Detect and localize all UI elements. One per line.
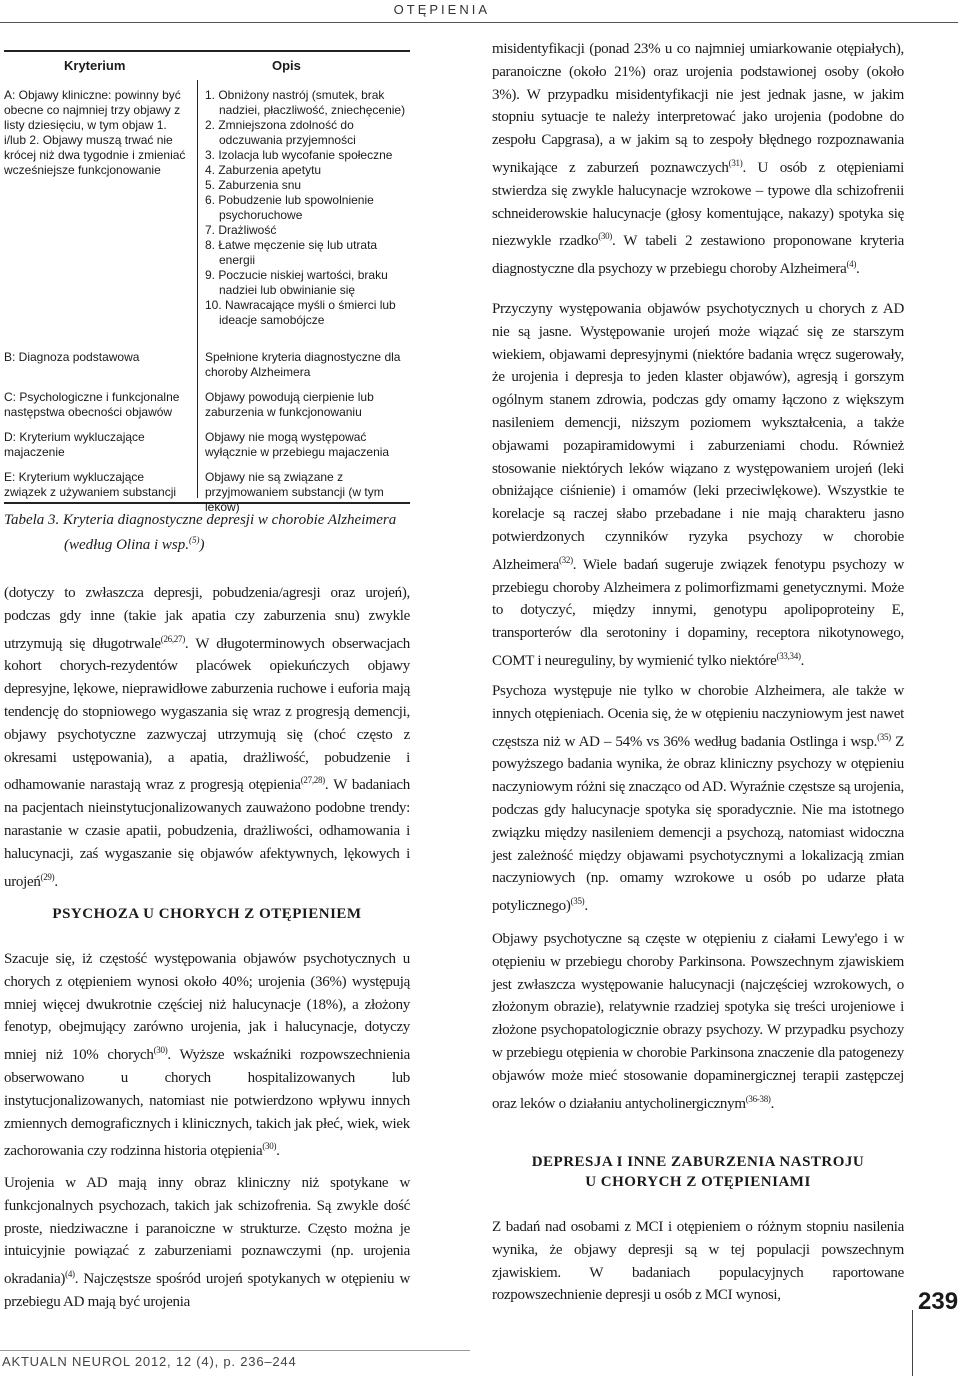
left-paragraph-2 (4, 948, 410, 1163)
section-heading-psychosis: PSYCHOZA U CHORYCH Z OTĘPIENIEM (52, 906, 362, 922)
text-run: . W tabeli 2 zestawiono proponowane kryteria diagnostyczne dla psychozy w przebiegu choroby Alzheimera (492, 233, 905, 278)
text-run: (dotyczy to zwłaszcza depresji, pobudzenia/agresji oraz urojeń), podczas gdy inne (takie jak apatia czy zaburzenia snu) zwykle utrzymują się długotrwale (4, 585, 410, 652)
row-a-item: 6. Pobudzenie lub spowolnienie psychoruchowe (205, 193, 374, 222)
row-a-item: 5. Zaburzenia snu (205, 178, 302, 192)
row-a-item: 3. Izolacja lub wycofanie społeczne (205, 148, 393, 162)
citation-ref: (35) (877, 731, 891, 742)
caption-end: ) (199, 537, 205, 553)
citation-ref: (27,28) (300, 775, 325, 786)
right-paragraph-4 (492, 928, 904, 1115)
row-a-label: A: Objawy kliniczne: powinny być obecne co najmniej trzy objawy z listy dziesięciu, w tym objaw 1. i/lub 2. Objawy muszą trwać nie krócej niż dwa tygodnie i zmieniać wcześniejsze funkcjonowanie (4, 88, 186, 177)
text-run: . Wiele badań sugeruje związek fenotypu psychozy w przebiegu choroby Alzheimera z polimorfizmami genetycznymi. Może to dotyczyć, między innymi, genotypu apolipoproteiny E, transporterów dla serotoniny i dopaminy, receptora nikotynowego, COMT i neureguliny, by wymienić tylko niektóre (492, 556, 904, 669)
row-b-label: B: Diagnoza podstawowa (4, 350, 140, 364)
row-a-item: 10. Nawracające myśli o śmierci lub ideacje samobójcze (205, 298, 396, 327)
text-run: . (856, 261, 860, 278)
caption-ref: (5) (189, 535, 200, 545)
citation-ref: (35) (570, 896, 585, 907)
row-e-label: E: Kryterium wykluczające związek z używaniem substancji (4, 470, 177, 499)
text-run: . Najczęstsze spośród urojeń spotykanych w otępieniu w przebiegu AD mają być urojenia (4, 1271, 410, 1310)
page-number-rule (912, 1310, 913, 1376)
citation-ref: (36-38) (745, 1093, 771, 1104)
caption-text: (według Olina i wsp. (64, 537, 190, 553)
row-e-desc: Objawy nie są związane z przyjmowaniem substancji (w tym leków) (205, 470, 384, 514)
right-paragraph-1 (492, 38, 904, 281)
text-run: Z powyższego badania wynika, że obraz kliniczny psychozy w otępieniu naczyniowym różni się znacząco od AD. Wyraźnie częstsze są urojenia, podczas gdy halucynacje spotyka się sporadycznie. Nie ma istotnego związku między nasileniem demencji a psychozą, natomiast widoczna jest zależność między objawami psychotycznymi a lokalizacją zmian naczyniowych (np. omamy wzrokowe u osób po udarze płata potylicznego) (492, 733, 904, 915)
left-paragraph-3 (4, 1172, 410, 1314)
citation-ref: (4) (65, 1269, 75, 1280)
journal-section-header: OTĘPIENIA (393, 2, 490, 17)
row-a-item: 2. Zmniejszona zdolność do odczuwania przyjemności (205, 118, 356, 147)
text-run: misidentyfikacji (ponad 23% u co najmniej umiarkowanie otępiałych), paranoiczne (około 21%) oraz urojenia podstawionej osoby (około 3%). W przypadku misidentyfikacji nie jest jednak jasne, w jakim stopniu sytuacje te należy interpretować jako urojenia (podobne do zespołu Capgrasa), a w jakim są to zespoły błędnego rozpoznawania wynikające z zaburzeń poznawczych (492, 41, 904, 176)
text-run: Przyczyny występowania objawów psychotycznych u chorych z AD nie są jasne. Występowanie urojeń może wiązać się ze starszym wiekiem, objawami depresyjnymi (niektóre badania wręcz sugerowały, że urojenia i depresja to jeden klaster objawów), agresją i gorszym ogólnym stanem zdrowia, podczas gdy omamy łączono z większym nasileniem demencji, niższym poziomem wykształcenia, a także objawami pozapiramidowymi i zaburzeniami chodu. Również stosowanie niektórych leków wiązano z występowaniem urojeń (leki obniżające ciśnienie) i omamów (leki przeciwlękowe). Wszystkie te korelacje są raczej słabo przebadane i nie mają charakteru jasno potwierdzonych czynników ryzyka psychozy w chorobie Alzheimera (492, 301, 904, 573)
right-paragraph-5: Z badań nad osobami z MCI i otępieniem o różnym stopniu nasilenia wynika, że objawy depresji są w tej populacji powszechnym zjawiskiem. W badaniach populacyjnych raportowane rozpowszechnienie depresji u osób z MCI wynosi, (492, 1219, 904, 1304)
citation-ref: (30) (262, 1141, 277, 1152)
table-header-description: Opis (272, 58, 301, 73)
citation-ref: (32) (558, 554, 573, 565)
table-header-criterion: Kryterium (64, 58, 126, 73)
footer-rule (0, 1350, 470, 1351)
row-a-item: 4. Zaburzenia apetytu (205, 163, 322, 177)
criteria-table (4, 50, 410, 514)
table-column-divider (197, 80, 198, 498)
row-c-label: C: Psychologiczne i funkcjonalne następstwa obecności objawów (4, 390, 180, 419)
text-run: . U osób z otępieniami stwierdza się zwykle halucynacje wzrokowe – typowe dla schizofrenii schneiderowskie halucynacje (głosy komentujące, nakazy) spotyka się niezwykle rzadko (492, 159, 904, 250)
text-run: Psychoza występuje nie tylko w chorobie Alzheimera, ale także w innych otępieniach. Ocenia się, że w otępieniu naczyniowym jest nawet częstsza niż w AD – 54% vs 36% według badania Ostlinga i wsp. (492, 683, 904, 750)
row-d-desc: Objawy nie mogą występować wyłącznie w przebiegu majaczenia (205, 430, 390, 459)
citation-ref: (33,34) (776, 650, 801, 661)
citation-ref: (4) (846, 259, 857, 270)
text-run: . (770, 1095, 775, 1112)
citation-ref: (31) (728, 157, 743, 168)
page-number: 239 (918, 1288, 959, 1315)
citation-ref: (30) (153, 1045, 168, 1056)
row-c-desc: Objawy powodują cierpienie lub zaburzenia w funkcjonowaniu (205, 390, 374, 419)
section-heading-depression (492, 1152, 904, 1192)
row-a-item: 9. Poczucie niskiej wartości, braku nadziei lub obwinianie się (205, 268, 388, 297)
left-paragraph-1 (4, 582, 410, 893)
heading-line: U CHORYCH Z OTĘPIENIAMI (585, 1174, 811, 1190)
row-a-item: 1. Obniżony nastrój (smutek, brak nadziei, płaczliwość, zniechęcenie) (205, 88, 406, 117)
citation-ref: (26,27) (160, 633, 185, 644)
citation-ref: (30) (598, 231, 612, 242)
citation-ref: (29) (40, 871, 55, 882)
row-a-item: 7. Drażliwość (205, 223, 277, 237)
text-run: . (276, 1143, 280, 1160)
text-run: . Wyższe wskaźniki rozpowszechnienia obserwowano u chorych hospitalizowanych lub instytucjonalizowanych, natomiast nie potwierdzono wpływu innych zmiennych demograficznych i klinicznych, takich jak płeć, wiek, wiek zachorowania czy rodzinna historia otępienia (4, 1047, 410, 1160)
header-rule (0, 22, 958, 23)
row-d-label: D: Kryterium wykluczające majaczenie (4, 430, 145, 459)
row-a-item: 8. Łatwe męczenie się lub utrata energii (205, 238, 378, 267)
text-run: . (584, 898, 588, 915)
text-run: . W długoterminowych obserwacjach kohort chorych-rezydentów placówek opiekuńczych objawy depresyjne, lękowe, nieprawidłowe zaburzenia ruchowe i euforia mają tendencję do stopniowego wygaszania się wraz z progresją demencji, objawy psychotyczne zazwyczaj utrzymują się (choć często z okresami ustępowania), a apatia, drażliwość, pobudzenie i odhamowanie narastają wraz z progresją otępienia (4, 635, 410, 794)
row-a-items (205, 88, 410, 328)
text-run: Szacuje się, iż częstość występowania objawów psychotycznych u chorych z otępieniem wynosi około 40%; urojenia (36%) występują mniej więcej dwukrotnie częściej niż halucynacje (18%), a złożony fenotyp, obejmujący zarówno urojenia, jak i halucynacje, dotyczy mniej niż 10% chorych (4, 951, 410, 1064)
text-run: . W badaniach na pacjentach nieinstytucjonalizowanych zauważono podobne trendy: narastanie w czasie apatii, pobudzenia, drażliwości, odhamowania i halucynacji, zaś wygaszanie się objawów afektywnych, lękowych i urojeń (4, 777, 410, 890)
right-paragraph-3 (492, 680, 904, 918)
heading-line: DEPRESJA I INNE ZABURZENIA NASTROJU (531, 1154, 865, 1170)
text-run: Objawy psychotyczne są częste w otępieniu z ciałami Lewy'ego i w otępieniu w przebiegu choroby Parkinsona. Powszechnym zjawiskiem jest zwłaszcza występowanie halucynacji (najczęściej wzrokowych, o złożonym obrazie), relatywnie rzadziej spotyka się treści urojeniowe i złożone psychopatologicznie obrazy psychozy. W przypadku psychozy w przebiegu otępienia w chorobie Parkinsona znaczenie dla patogenezy objawów może mieć stosowanie dopaminergicznej terapii zastępczej oraz leków o działaniu antycholinergicznym (492, 931, 904, 1112)
caption-line-2 (4, 530, 410, 555)
table-caption (4, 510, 410, 555)
row-b-desc: Spełnione kryteria diagnostyczne dla choroby Alzheimera (205, 350, 401, 379)
text-run: . (54, 873, 58, 890)
text-run: . (800, 652, 805, 669)
text-run: Urojenia w AD mają inny obraz kliniczny niż spotykane w funkcjonalnych psychozach, takich jak schizofrenia. Są zwykle dość proste, niedziwaczne i paranoiczne w strukturze. Często można je intuicyjnie powiązać z zaburzeniami poznawczymi (np. urojenia okradania) (4, 1175, 410, 1288)
caption-line-1: Tabela 3. Kryteria diagnostyczne depresji w chorobie Alzheimera (4, 512, 397, 528)
right-paragraph-2 (492, 298, 904, 673)
journal-citation: AKTUALN NEUROL 2012, 12 (4), p. 236–244 (2, 1354, 297, 1369)
